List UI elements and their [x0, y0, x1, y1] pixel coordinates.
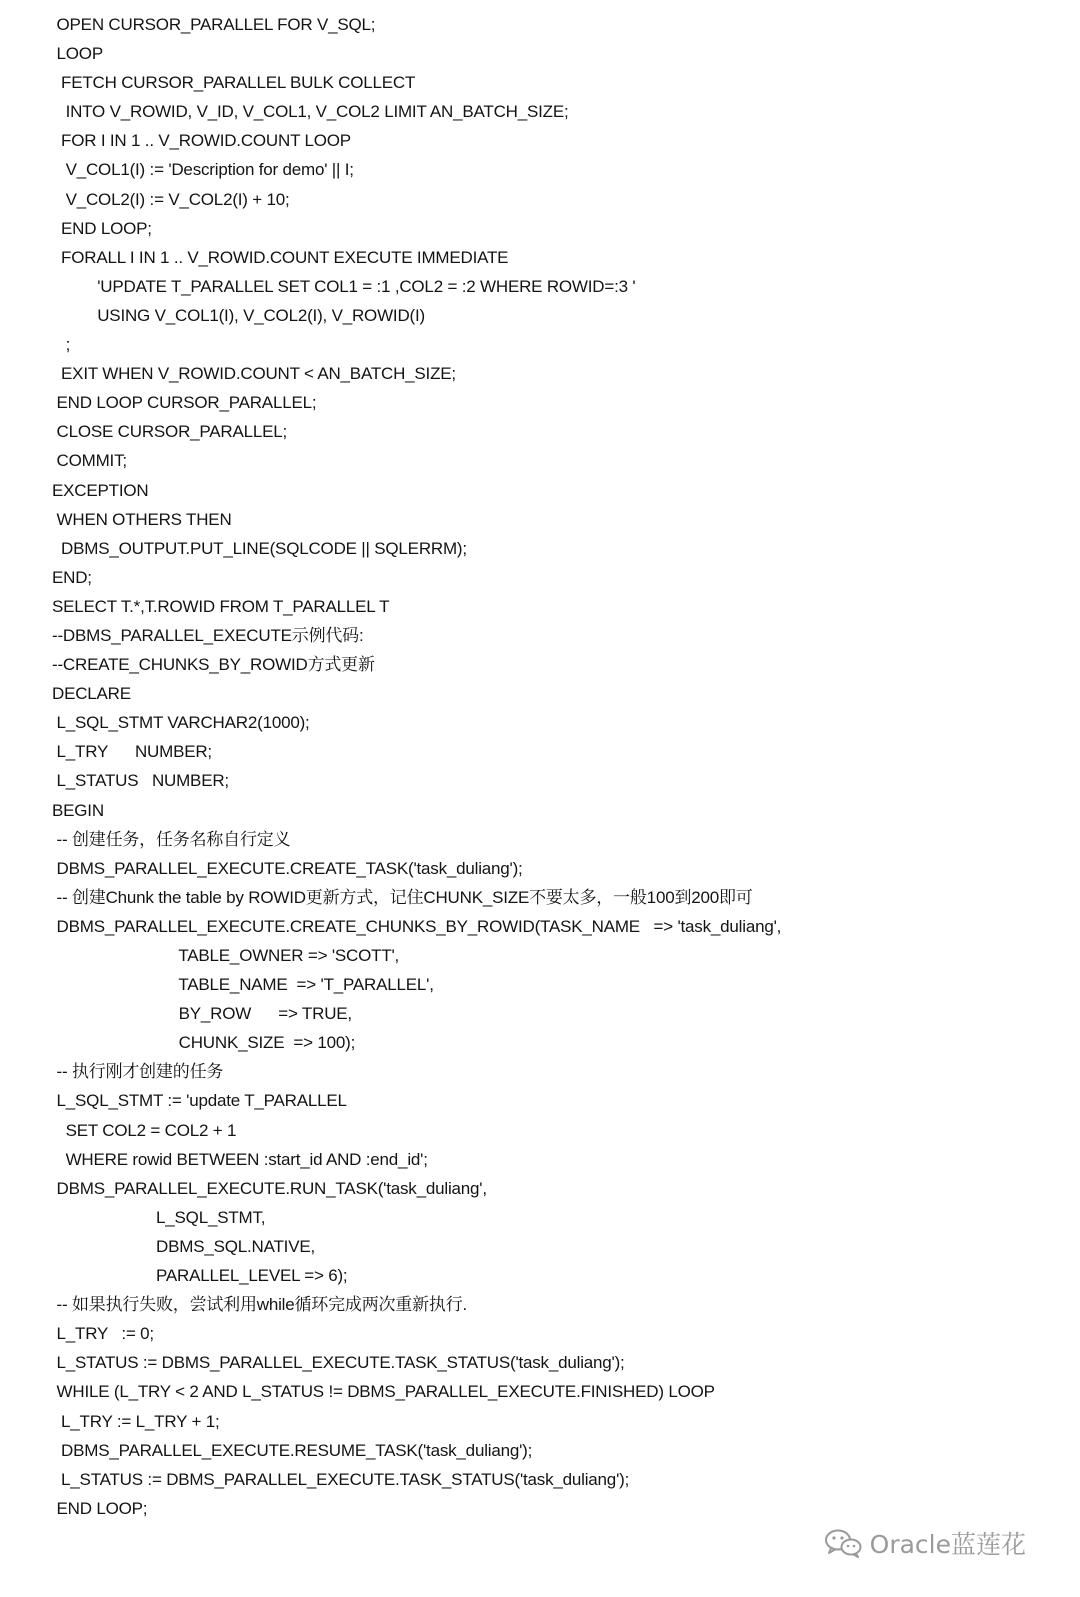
- code-line: END LOOP CURSOR_PARALLEL;: [52, 393, 317, 413]
- code-line: L_SQL_STMT,: [52, 1207, 266, 1227]
- code-line: V_COL2(I) := V_COL2(I) + 10;: [52, 189, 290, 209]
- code-line: LOOP: [52, 44, 103, 64]
- code-listing: [52, 10, 1052, 1523]
- code-line: -- 如果执行失败，尝试利用while循环完成两次重新执行.: [52, 1295, 468, 1315]
- code-line: DBMS_PARALLEL_EXECUTE.RESUME_TASK('task_duliang');: [52, 1440, 533, 1460]
- code-line: DBMS_PARALLEL_EXECUTE.RUN_TASK('task_duliang',: [52, 1178, 487, 1198]
- watermark: [824, 1525, 1026, 1561]
- code-line: INTO V_ROWID, V_ID, V_COL1, V_COL2 LIMIT AN_BATCH_SIZE;: [52, 102, 569, 122]
- code-line: DBMS_SQL.NATIVE,: [52, 1236, 316, 1256]
- code-line: ;: [52, 335, 71, 355]
- code-line: END LOOP;: [52, 218, 152, 238]
- code-line: L_STATUS NUMBER;: [52, 771, 229, 791]
- code-line: L_STATUS := DBMS_PARALLEL_EXECUTE.TASK_STATUS('task_duliang');: [52, 1469, 630, 1489]
- code-line: COMMIT;: [52, 451, 127, 471]
- code-line: L_SQL_STMT := 'update T_PARALLEL: [52, 1091, 347, 1111]
- code-line: DBMS_OUTPUT.PUT_LINE(SQLCODE || SQLERRM);: [52, 538, 467, 558]
- code-line: END LOOP;: [52, 1498, 148, 1518]
- code-line: USING V_COL1(I), V_COL2(I), V_ROWID(I): [52, 305, 425, 325]
- code-line: CLOSE CURSOR_PARALLEL;: [52, 422, 288, 442]
- code-line: SET COL2 = COL2 + 1: [52, 1120, 237, 1140]
- code-line: WHILE (L_TRY < 2 AND L_STATUS != DBMS_PARALLEL_EXECUTE.FINISHED) LOOP: [52, 1382, 715, 1402]
- code-line: --CREATE_CHUNKS_BY_ROWID方式更新: [52, 655, 375, 675]
- code-line: END;: [52, 567, 92, 587]
- code-line: -- 创建任务，任务名称自行定义: [52, 829, 291, 849]
- code-line: L_TRY := 0;: [52, 1324, 154, 1344]
- code-line: FORALL I IN 1 .. V_ROWID.COUNT EXECUTE IMMEDIATE: [52, 247, 509, 267]
- code-line: FOR I IN 1 .. V_ROWID.COUNT LOOP: [52, 131, 351, 151]
- watermark-text: Oracle蓝莲花: [869, 1530, 1026, 1559]
- code-line: TABLE_OWNER => 'SCOTT',: [52, 946, 400, 965]
- code-line: BEGIN: [52, 800, 104, 820]
- code-line: BY_ROW => TRUE,: [52, 1004, 352, 1024]
- code-line: -- 执行刚才创建的任务: [52, 1062, 224, 1082]
- code-line: OPEN CURSOR_PARALLEL FOR V_SQL;: [52, 15, 376, 34]
- code-line: -- 创建Chunk the table by ROWID更新方式，记住CHUNK_SIZE不要太多，一般100到200即可: [52, 887, 753, 907]
- code-line: EXCEPTION: [52, 480, 149, 500]
- code-line: WHEN OTHERS THEN: [52, 509, 232, 529]
- code-line: DBMS_PARALLEL_EXECUTE.CREATE_TASK('task_duliang');: [52, 858, 523, 878]
- code-line: 'UPDATE T_PARALLEL SET COL1 = :1 ,COL2 = :2 WHERE ROWID=:3 ': [52, 276, 636, 296]
- code-line: L_SQL_STMT VARCHAR2(1000);: [52, 713, 310, 733]
- code-line: L_STATUS := DBMS_PARALLEL_EXECUTE.TASK_STATUS('task_duliang');: [52, 1353, 625, 1373]
- code-line: FETCH CURSOR_PARALLEL BULK COLLECT: [52, 73, 416, 93]
- code-line: SELECT T.*,T.ROWID FROM T_PARALLEL T: [52, 596, 390, 616]
- code-line: L_TRY NUMBER;: [52, 742, 212, 762]
- code-line: TABLE_NAME => 'T_PARALLEL',: [52, 975, 434, 995]
- code-line: DECLARE: [52, 684, 131, 704]
- code-line: WHERE rowid BETWEEN :start_id AND :end_id';: [52, 1149, 428, 1169]
- code-line: --DBMS_PARALLEL_EXECUTE示例代码:: [52, 625, 364, 645]
- code-line: DBMS_PARALLEL_EXECUTE.CREATE_CHUNKS_BY_ROWID(TASK_NAME => 'task_duliang',: [52, 916, 782, 936]
- code-line: EXIT WHEN V_ROWID.COUNT < AN_BATCH_SIZE;: [52, 364, 456, 384]
- code-line: PARALLEL_LEVEL => 6);: [52, 1266, 348, 1286]
- code-line: CHUNK_SIZE => 100);: [52, 1033, 356, 1053]
- wechat-icon: [824, 1528, 862, 1558]
- code-line: L_TRY := L_TRY + 1;: [52, 1411, 220, 1431]
- code-line: V_COL1(I) := 'Description for demo' || I;: [52, 160, 354, 180]
